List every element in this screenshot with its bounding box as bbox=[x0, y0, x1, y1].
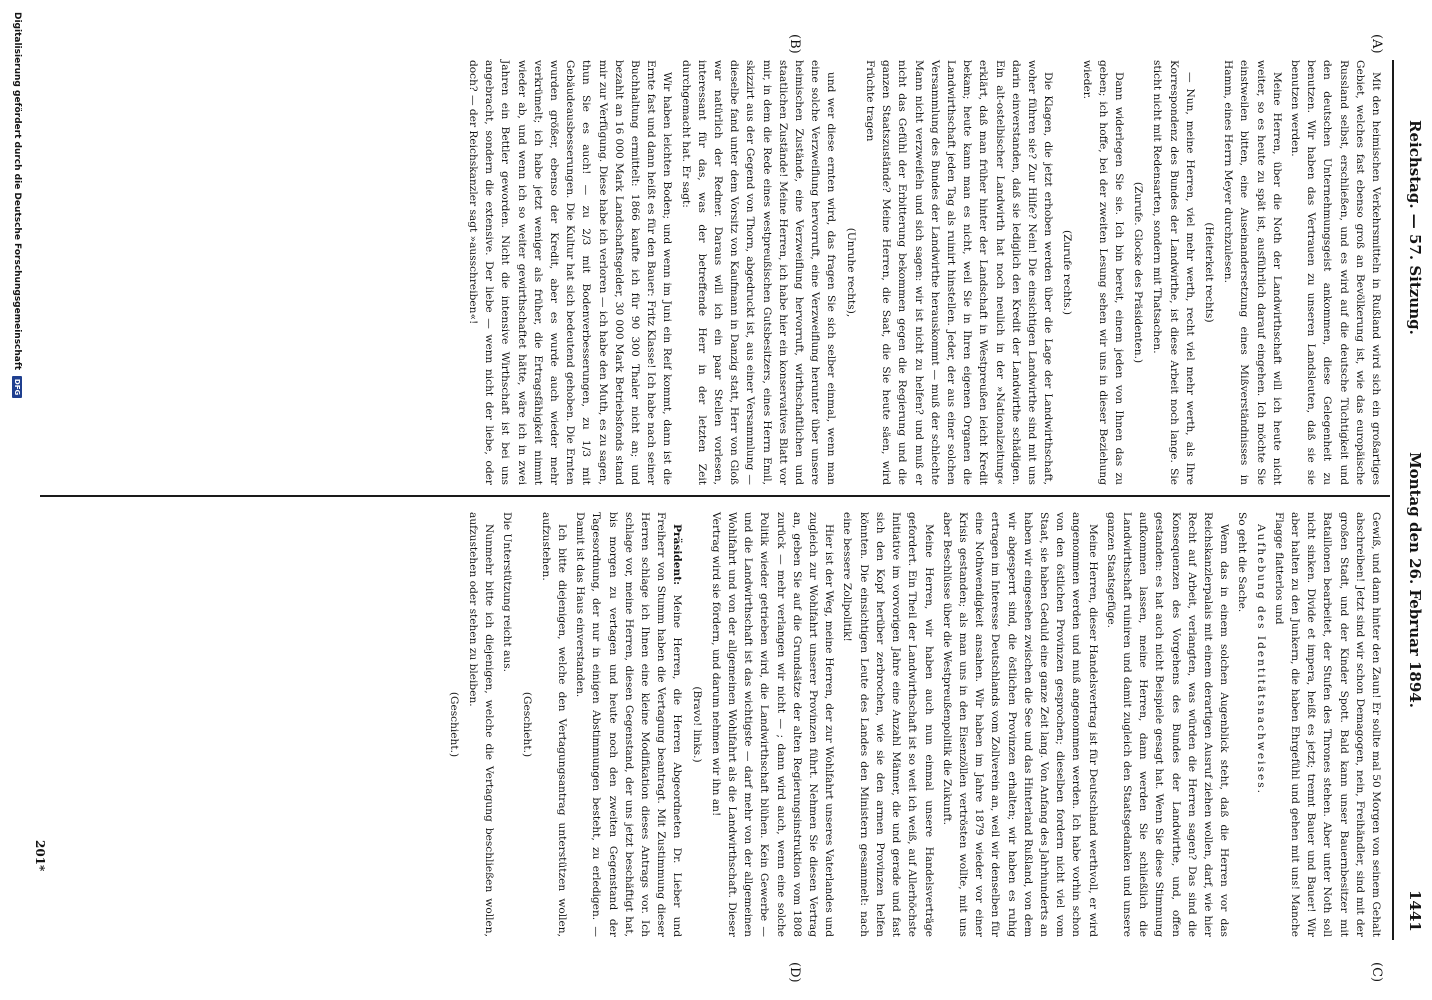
paragraph: und wer diese ernten wird, das fragen Sie sich selber einmal, wenn man eine solche Verzweiflung hervorruft, eine Verzweiflung herunter über unsere heimischen Zustände, eine Verzweiflung hervorruft, wirthschaftlichen und staatlichen Zustände! Meine Herren, ich habe hier ein konservatives Blatt vor mir, in dem die Rede eines westpreußischen Gutsbesitzers, eines Herrn Emil, skizzirt aus der Gegend von Thorn, abgedruckt ist, aus einer Versammlung — dieselbe fand unter dem Vorsitz von Kaufmann in Danzig statt, Herr von Gloß war natürlich der Redner. Daraus will ich ein paar Stellen vorlesen, interessant für das, was der betreffende Herr in der letzten Zeit durchgemacht hat. Er sagt: bbox=[679, 60, 838, 485]
text-column-left bbox=[34, 60, 1384, 485]
paragraph: Mit den heimischen Verkehrsmitteln in Rußland wird sich ein großartiges Gebiet, welches fast ebenso groß an Bevölkerung ist, wie das europäische Russland selbst, erschließen, und es wird auf die deutsche Tüchtigkeit und den deutschen Unternehmungsgeist ankommen, diese Gelegenheit zu benutzen. Wir haben das Vertrauen zu unseren Landsleuten, daß sie sie benutzen werden. bbox=[1288, 60, 1382, 485]
margin-letter-c: (C) bbox=[1369, 962, 1384, 983]
paragraph: Wenn das in einem solchen Augenblick steht, daß die Herren vor das Reichskanzlerpalais mit einem derartigen Ausruf ziehen wollen, darf, wie hier Recht auf Arbeit, verlangten, was würden die Herren sagen? Das sind die Konsequenzen des Vorgehens des Bundes der Landwirthe, und, offen gestanden: es hat auch nicht Beispiele gesagt hat. Wenn Sie diese Stimmung aufkommen lassen, meine Herren, dann werden Sie schließlich die Landwirthschaft ruiniren und damit zugleich den Staatsgedanken und unsere ganzen Staatsgefüge. bbox=[1104, 512, 1231, 937]
speaker-label: Präsident: bbox=[671, 524, 684, 595]
paragraph: Ich bitte diejenigen, welche den Vertagungsantrag unterstützen wollen, aufzustehen. bbox=[539, 512, 569, 937]
digitization-footer bbox=[12, 12, 22, 398]
running-head-left: Reichstag. — 57. Sitzung. bbox=[1406, 120, 1424, 335]
stage-direction: (Zurufe. Glocke des Präsidenten.) bbox=[1132, 181, 1145, 364]
paragraph: Nunmehr bitte ich diejenigen, welche die Vertagung beschließen wollen, aufzustehen oder stehen zu bleiben. bbox=[467, 512, 496, 937]
text-column-right bbox=[34, 512, 1384, 937]
paragraph: Meine Herren, wir haben auch nun einmal unsere Handelsverträge gefordert. Ein Theil der Landwirthschaft ist so weit ich weiß, auf Allerhöchste Initiative im vorvorigen Jahre eine Anzahl Männer, die und gerade und fast sich den Kopf herüber zerbrochen, wie sie den armen Provinzen helfen könnten. Die einsichtigen Leute des Landes den Ministern gesammelt: nach eine bessere Zollpolitik! bbox=[841, 512, 935, 937]
column-divider bbox=[40, 495, 1390, 497]
margin-letter-d: (D) bbox=[787, 962, 802, 983]
paragraph: Die Klagen, die jetzt erhoben werden über die Lage der Landwirthschaft, woher führen sie? Zur Hilfe? Nein! Die einsichtigen Landwirthe sind mit uns darin einverstanden, daß sie lediglich den Kredit der Landwirthe schädigen. Ein alt-ostelbischer Landwirth hat noch neulich in der »Nationalzeitung« erklärt, daß man früher hinter der Landschaft in Westpreußen leicht Kredit bekam; heute kann man es nicht, weil Sie in Ihren eigenen Organen die Landwirthschaft jeden Tag als ruinirt hinstellen. Jeder, der aus einer solchen Versammlung des Bundes der Landwirthe herauskommt — muß der schlechte Mann nicht verzweifeln und sich sagen: wir ist nicht zu helfen? und muß er nicht das Gefühl der Erbitterung bekommen gegen die Regierung und die ganzen Staatszustände? Meine Herren, die Saat, die Sie heute säen, wird Früchte tragen bbox=[863, 60, 1055, 485]
margin-letter-a: (A) bbox=[1369, 34, 1384, 54]
footer-text: Digitalisierung gefördert durch die Deutsche Forschungsgemeinschaft bbox=[12, 12, 22, 371]
running-head-date: Montag den 26. Februar 1894. bbox=[1406, 452, 1424, 708]
stage-direction: (Geschieht.) bbox=[447, 691, 460, 758]
paragraph: — Nun, meine Herren, viel mehr werth, recht viel mehr werth, als Ihre Korrespondenz des Bundes der Landwirthe, ist diese Arbeit noch lange. Sie sticht nicht mit Redensarten, sondern mit Thatsachen. bbox=[1151, 60, 1196, 485]
paragraph: Aufhebung des Identitätsnachweises. bbox=[1254, 524, 1267, 796]
page-number-bottom: 201* bbox=[33, 840, 47, 872]
paragraph bbox=[572, 512, 685, 937]
margin-letter-b: (B) bbox=[787, 34, 802, 54]
paragraph-text: Meine Herren, die Herren Abgeordneten Dr. Lieber und Freiherr von Stumm haben die Vertagung beantragt. Mit Zustimmung dieser Herren schlage ich Ihnen eine kleine Modifikation dieses Antrags vor. Ich schlage vor, meine Herren, diesen Gegenstand, der uns jetzt beschäftigt hat, bis morgen zu vertagen und heute noch den zweiten Gegenstand der Tagesordnung, der nur in einigen Abstimmungen besteht, zu erledigen. — Damit ist das Haus einverstanden. bbox=[574, 512, 684, 937]
stage-direction: (Heiterkeit rechts) bbox=[1202, 222, 1215, 323]
paragraph: Meine Herren, über die Noth der Landwirthschaft will ich heute nicht weiter, so es heute zu spät ist, ausführlich darauf eingehen. Ich möchte Sie einstweilen bitten, eine Auseinandersetzung eines Mißverständnisses in Hamm, eines Herrn Meyer durchzulesen. bbox=[1222, 60, 1283, 485]
dfg-logo: DFG bbox=[12, 376, 22, 398]
stage-direction: (Unruhe rechts), bbox=[844, 227, 857, 318]
header-rule bbox=[1392, 60, 1394, 940]
stage-direction: (Bravo! links.) bbox=[690, 686, 703, 763]
paragraph: Hier ist der Weg, meine Herren, der zur Wohlfahrt unseres Vaterlandes und zugleich zur Wohlfahrt unserer Provinzen führt. Nehmen Sie diesen Vertrag an, geben Sie auf die Grundsätze der alten Regierungsinstruktion vom 1808 zurück — mehr verlangen wir nicht — ; dann wird auch, wenn eine solche Politik wieder getrieben wird, die Landwirthschaft blühen. Kein Gewerbe — und die Landwirthschaft ist das wichtigste — darf mehr von der allgemeinen Wohlfahrt und von der allgemeinen Wohlfahrt als die Landwirthschaft. Dieser Vertrag wird sie fördern, und darum nehmen wir ihn an! bbox=[709, 512, 836, 937]
paragraph: Meine Herren, dieser Handelsvertrag ist für Deutschland werthvoll, er wird angenommen werden und muß angenommen werden. Ich habe vorhin schon von den östlichen Provinzen gesprochen; dieselben fordern nicht viel vom Staat, sie haben Geduld eine ganze Zeit lang. Von Anfang des Jahrhunderts an haben wir eingesehen zwischen die See und das Hinterland Rußland, von dem wir abgesperrt sind, die östlichen Provinzen erhalten; wir haben es ruhig ertragen im Interesse Deutschlands vom Zollverein an, weil wir denselben für eine Nothwendigkeit ansahen. Wir haben im Jahre 1879 wieder vor einer Krisis gestanden; als man uns in den Eisenzöllen vertrösten wollte, mit uns aber Beschlüsse über die Westpreußenpolitik die Zukunft. bbox=[940, 512, 1099, 937]
page-number-top: 1441 bbox=[1406, 890, 1424, 932]
paragraph: Dann widerlegen Sie sie. Ich bin bereit, einem jeden von Ihnen das zu geben; ich hoffe, bei der zweiten Lesung sehen wir uns in dieser Beziehung wieder. bbox=[1080, 60, 1125, 485]
paragraph: Gewiß, und dann hinter den Zaun! Er sollte mal 50 Morgen von seinem Gehalt abschreiben! Jetzt sind wir schon Demagogen, nein, Freihändler, sind mit der großen Stadt, und der Kinder Spott. Bald kann unser Bauernbesitzer mit Bataillonen bearbeitet, der Stufen des Thrones stehen. Aber unter Noth soll nicht sinken. Divide et impera, heißt es jetzt; trennt Bauer und Bauer! Wir aber halten zu den Junkern, die haben Ehrgefühl und gehen mit uns! Manche Flagge flatterlos und bbox=[1272, 512, 1382, 937]
paragraph: Die Unterstützung reicht aus. bbox=[501, 512, 514, 673]
stage-direction: (Geschieht.) bbox=[520, 691, 533, 758]
paragraph: So geht die Sache. bbox=[1236, 512, 1249, 613]
stage-direction: (Zurufe rechts.) bbox=[1061, 229, 1074, 316]
paragraph: Wir haben leichten Boden; und wenn im Juni ein Reif kommt, dann ist die Ernte fast und dann heißt es für den Bauer: Fritz Klasse! Ich habe nach seiner Buchhaltung ermittelt: 1866 kaufte ich für 90 300 Thaler nicht an; und bezahlt an 16 000 Mark Landschaftsgelder, 30 000 Mark Betriebsfonds stand mir zur Verfügung. Diese habe ich verloren — ich habe den Muth, es zu sagen, thun Sie es auch! — zu 2/3 mit Bodenverbesserungen, zu 1/3 mit Gebäudeausbesserungen. Die Kultur hat sich bedeutend gehoben. Die Ernten wurden größer, ebenso der Kredit, aber es wurde auch wieder mehr verkrümelt; ich habe jetzt weniger als früher, die Ertragsfähigkeit nimmt wieder ab, und wenn ich so weiter gewirthschaftet hätte, wäre ich in zwei Jahren ein Bettler geworden. Nicht die intensive Wirthschaft ist bei uns angebracht, sondern die extensive. Der liebe — wenn nicht der liebe, oder doch? — der Reichskanzler sagt »ausschreiben«! bbox=[467, 60, 674, 485]
